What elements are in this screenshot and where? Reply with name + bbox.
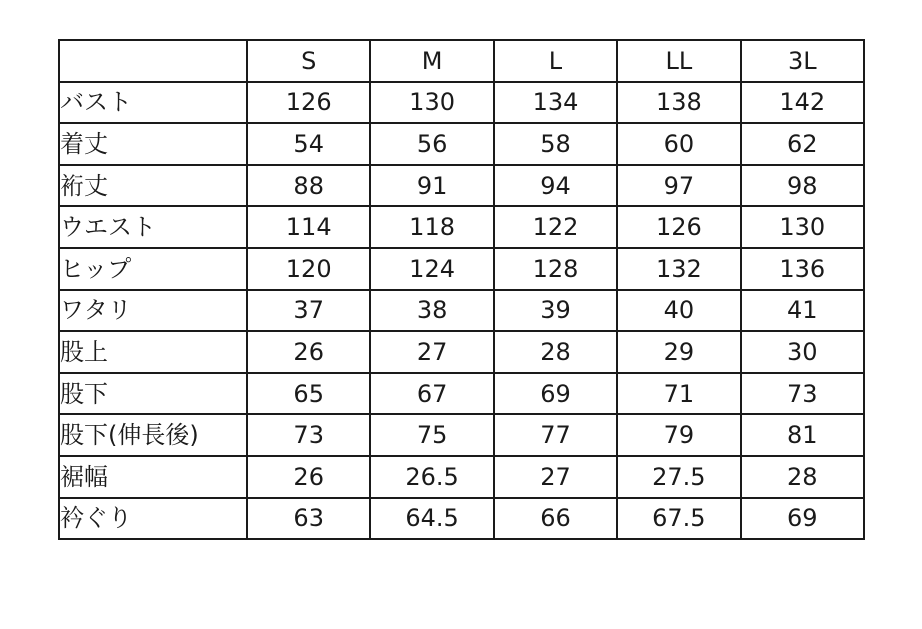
size-header: S: [247, 40, 370, 82]
table-row: [59, 498, 864, 540]
row-label: ヒップ: [59, 248, 247, 290]
row-label: 裄丈: [59, 165, 247, 207]
value-cell: 28: [741, 456, 864, 498]
row-label: 着丈: [59, 123, 247, 165]
table-row: [59, 206, 864, 248]
table-row: [59, 123, 864, 165]
value-cell: 38: [370, 290, 493, 332]
table-row: [59, 82, 864, 124]
value-cell: 37: [247, 290, 370, 332]
value-cell: 56: [370, 123, 493, 165]
value-cell: 73: [247, 414, 370, 456]
row-label: ワタリ: [59, 290, 247, 332]
value-cell: 124: [370, 248, 493, 290]
header-row: [59, 40, 864, 82]
size-header: 3L: [741, 40, 864, 82]
value-cell: 75: [370, 414, 493, 456]
value-cell: 81: [741, 414, 864, 456]
value-cell: 128: [494, 248, 617, 290]
value-cell: 69: [741, 498, 864, 540]
value-cell: 118: [370, 206, 493, 248]
value-cell: 67.5: [617, 498, 740, 540]
value-cell: 97: [617, 165, 740, 207]
row-label: 裾幅: [59, 456, 247, 498]
value-cell: 27: [370, 331, 493, 373]
size-header: M: [370, 40, 493, 82]
value-cell: 130: [741, 206, 864, 248]
value-cell: 122: [494, 206, 617, 248]
table-row: [59, 290, 864, 332]
value-cell: 40: [617, 290, 740, 332]
value-cell: 88: [247, 165, 370, 207]
value-cell: 91: [370, 165, 493, 207]
value-cell: 60: [617, 123, 740, 165]
value-cell: 30: [741, 331, 864, 373]
value-cell: 136: [741, 248, 864, 290]
size-chart-table: [58, 39, 865, 540]
value-cell: 26: [247, 331, 370, 373]
corner-cell: [59, 40, 247, 82]
value-cell: 63: [247, 498, 370, 540]
value-cell: 26: [247, 456, 370, 498]
row-label: 股上: [59, 331, 247, 373]
value-cell: 58: [494, 123, 617, 165]
value-cell: 65: [247, 373, 370, 415]
size-header: L: [494, 40, 617, 82]
row-label: バスト: [59, 82, 247, 124]
table-row: [59, 414, 864, 456]
value-cell: 71: [617, 373, 740, 415]
value-cell: 132: [617, 248, 740, 290]
row-label: 股下: [59, 373, 247, 415]
value-cell: 69: [494, 373, 617, 415]
value-cell: 98: [741, 165, 864, 207]
value-cell: 27.5: [617, 456, 740, 498]
size-header: LL: [617, 40, 740, 82]
value-cell: 62: [741, 123, 864, 165]
value-cell: 41: [741, 290, 864, 332]
table-row: [59, 331, 864, 373]
value-cell: 29: [617, 331, 740, 373]
value-cell: 134: [494, 82, 617, 124]
value-cell: 120: [247, 248, 370, 290]
value-cell: 54: [247, 123, 370, 165]
row-label: 衿ぐり: [59, 498, 247, 540]
value-cell: 39: [494, 290, 617, 332]
value-cell: 138: [617, 82, 740, 124]
value-cell: 142: [741, 82, 864, 124]
value-cell: 77: [494, 414, 617, 456]
table-row: [59, 165, 864, 207]
value-cell: 28: [494, 331, 617, 373]
value-cell: 67: [370, 373, 493, 415]
row-label: 股下(伸長後): [59, 414, 247, 456]
value-cell: 26.5: [370, 456, 493, 498]
table-row: [59, 373, 864, 415]
row-label: ウエスト: [59, 206, 247, 248]
value-cell: 126: [247, 82, 370, 124]
value-cell: 73: [741, 373, 864, 415]
value-cell: 126: [617, 206, 740, 248]
value-cell: 27: [494, 456, 617, 498]
value-cell: 64.5: [370, 498, 493, 540]
value-cell: 79: [617, 414, 740, 456]
table-row: [59, 456, 864, 498]
value-cell: 114: [247, 206, 370, 248]
table-row: [59, 248, 864, 290]
value-cell: 130: [370, 82, 493, 124]
value-cell: 66: [494, 498, 617, 540]
value-cell: 94: [494, 165, 617, 207]
